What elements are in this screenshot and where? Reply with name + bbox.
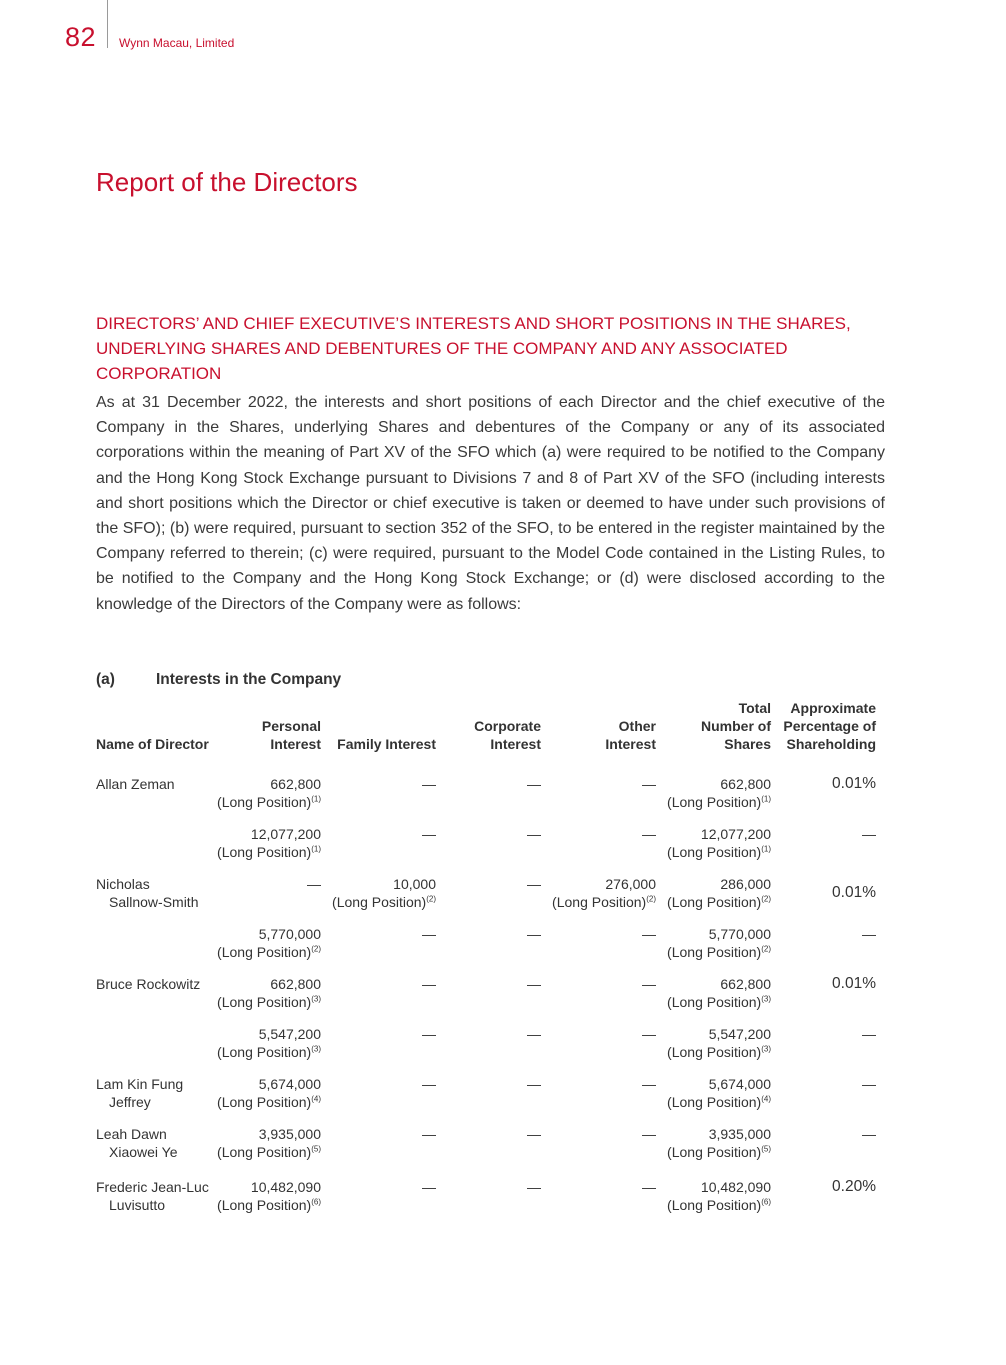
director-name-line2: Sallnow-Smith (109, 894, 199, 910)
personal-interest-position: (Long Position)$^{(5)}$ (217, 1144, 321, 1160)
subsection-title: Interests in the Company (156, 671, 342, 688)
total-shares (667, 1125, 771, 1161)
family-interest (422, 1025, 436, 1043)
other-interest (642, 1178, 656, 1196)
subsection-heading (96, 671, 341, 689)
page-number: 82 (65, 22, 97, 52)
corporate-interest (527, 875, 541, 893)
shareholding-percentage: 0.01% (832, 975, 876, 992)
other-interest-value: — (642, 1076, 656, 1092)
personal-interest-value: 12,077,200 (250, 826, 321, 842)
corporate-interest (527, 1178, 541, 1196)
personal-interest (217, 1178, 321, 1214)
total-shares-note: (3) (761, 1044, 771, 1054)
other-interest-value: — (642, 776, 656, 792)
total-shares-position: (Long Position)$^{(1)}$ (667, 844, 771, 860)
personal-interest-position: (Long Position)$^{(1)}$ (217, 794, 321, 810)
other-interest (642, 1125, 656, 1143)
table-row (96, 1125, 878, 1161)
corporate-interest-value: — (527, 1026, 541, 1042)
personal-interest-note: (3) (311, 994, 321, 1004)
corporate-interest-value: — (527, 926, 541, 942)
interests-table (96, 697, 878, 1213)
personal-interest (217, 975, 321, 1011)
total-shares-position: (Long Position)$^{(2)}$ (667, 894, 771, 910)
corporate-interest (527, 775, 541, 793)
other-interest-value: — (642, 826, 656, 842)
corporate-interest-value: — (527, 1076, 541, 1092)
table-header (96, 697, 878, 753)
header-other: Other Interest (605, 718, 656, 752)
personal-interest-position: (Long Position)$^{(2)}$ (217, 944, 321, 960)
total-shares-value: 5,547,200 (708, 1026, 771, 1042)
family-interest (332, 875, 436, 911)
director-name (96, 775, 175, 793)
personal-interest-position: (Long Position)$^{(3)}$ (217, 1044, 321, 1060)
total-shares (667, 775, 771, 811)
personal-interest-position: (Long Position)$^{(1)}$ (217, 844, 321, 860)
header-family: Family Interest (337, 736, 436, 752)
total-shares-note: (3) (761, 994, 771, 1004)
director-name-line1: Frederic Jean-Luc (96, 1179, 209, 1195)
header-name: Name of Director (96, 736, 209, 752)
shareholding-percentage: — (862, 1126, 876, 1142)
total-shares-position: (Long Position)$^{(6)}$ (667, 1197, 771, 1213)
director-name-line1: Lam Kin Fung (96, 1076, 184, 1092)
director-name (96, 1178, 209, 1214)
header-percentage: Approximate Percentage of Shareholding (783, 700, 876, 752)
table-row (96, 1025, 878, 1061)
family-interest (422, 1178, 436, 1196)
total-shares-value: 5,674,000 (708, 1076, 771, 1092)
personal-interest-value: 10,482,090 (250, 1179, 321, 1195)
shareholding-percentage: 0.01% (832, 884, 876, 901)
total-shares-value: 5,770,000 (708, 926, 771, 942)
section-heading: DIRECTORS’ AND CHIEF EXECUTIVE’S INTERESTS AND SHORT POSITIONS IN THE SHARES, UNDERLYING SHARES AND DEBENTURES OF THE COMPANY AND ANY ASSOCIATED CORPORATION (96, 314, 851, 383)
other-interest-value: — (642, 1179, 656, 1195)
total-shares (667, 1025, 771, 1061)
total-shares-note: (4) (761, 1094, 771, 1104)
other-interest-value: 276,000 (605, 876, 656, 892)
corporate-interest-value: — (527, 826, 541, 842)
total-shares (667, 875, 771, 911)
total-shares-position: (Long Position)$^{(2)}$ (667, 944, 771, 960)
total-shares-note: (6) (761, 1197, 771, 1207)
family-interest (422, 775, 436, 793)
corporate-interest-value: — (527, 1126, 541, 1142)
total-shares-value: 662,800 (720, 976, 771, 992)
personal-interest (217, 775, 321, 811)
header-divider (107, 0, 108, 48)
corporate-interest (527, 1075, 541, 1093)
other-interest (642, 925, 656, 943)
table-row (96, 875, 878, 911)
total-shares-value: 286,000 (720, 876, 771, 892)
total-shares-position: (Long Position)$^{(3)}$ (667, 994, 771, 1010)
table-row (96, 1178, 878, 1214)
director-name (96, 875, 198, 911)
total-shares (667, 1075, 771, 1111)
total-shares-note: (1) (761, 844, 771, 854)
personal-interest-note: (1) (311, 844, 321, 854)
family-interest (422, 825, 436, 843)
personal-interest-note: (6) (311, 1197, 321, 1207)
corporate-interest (527, 925, 541, 943)
family-interest-value: — (422, 926, 436, 942)
personal-interest-value: 662,800 (270, 976, 321, 992)
table-row (96, 925, 878, 961)
personal-interest (217, 925, 321, 961)
other-interest (642, 825, 656, 843)
shareholding-percentage: 0.01% (832, 775, 876, 792)
total-shares (667, 825, 771, 861)
table-row (96, 775, 878, 811)
total-shares-value: 12,077,200 (700, 826, 771, 842)
personal-interest-value: 662,800 (270, 776, 321, 792)
other-interest-position: (Long Position)$^{(2)}$ (552, 894, 656, 910)
shareholding-percentage: — (862, 1076, 876, 1092)
director-name (96, 975, 200, 993)
table-row (96, 825, 878, 861)
director-name-line1: Nicholas (96, 876, 150, 892)
corporate-interest (527, 825, 541, 843)
director-name-line2: Xiaowei Ye (109, 1144, 178, 1160)
total-shares (667, 975, 771, 1011)
family-interest (422, 1075, 436, 1093)
personal-interest-value: 3,935,000 (258, 1126, 321, 1142)
personal-interest (217, 825, 321, 861)
corporate-interest (527, 1125, 541, 1143)
family-interest-value: — (422, 826, 436, 842)
total-shares-value: 3,935,000 (708, 1126, 771, 1142)
total-shares (667, 925, 771, 961)
corporate-interest-value: — (527, 976, 541, 992)
total-shares-position: (Long Position)$^{(1)}$ (667, 794, 771, 810)
family-interest-value: — (422, 1126, 436, 1142)
other-interest-value: — (642, 926, 656, 942)
corporate-interest-value: — (527, 1179, 541, 1195)
family-interest-position: (Long Position)$^{(2)}$ (332, 894, 436, 910)
table-row (96, 1075, 878, 1111)
personal-interest-note: (5) (311, 1144, 321, 1154)
personal-interest-position: (Long Position)$^{(3)}$ (217, 994, 321, 1010)
personal-interest (217, 1025, 321, 1061)
director-name (96, 1075, 183, 1111)
total-shares-note: (1) (761, 794, 771, 804)
personal-interest-position: (Long Position)$^{(6)}$ (217, 1197, 321, 1213)
corporate-interest-value: — (527, 876, 541, 892)
personal-interest-position: (Long Position)$^{(4)}$ (217, 1094, 321, 1110)
family-interest-value: — (422, 1076, 436, 1092)
director-name-line1: Leah Dawn (96, 1126, 167, 1142)
total-shares-value: 10,482,090 (700, 1179, 771, 1195)
table-row (96, 975, 878, 1011)
total-shares-value: 662,800 (720, 776, 771, 792)
director-name-line2: Jeffrey (109, 1094, 151, 1110)
corporate-interest-value: — (527, 776, 541, 792)
shareholding-percentage: — (862, 826, 876, 842)
personal-interest (217, 1125, 321, 1161)
personal-interest-note: (1) (311, 794, 321, 804)
personal-interest-value: 5,547,200 (258, 1026, 321, 1042)
family-interest-value: — (422, 776, 436, 792)
corporate-interest (527, 975, 541, 993)
other-interest (642, 975, 656, 993)
header-personal: Personal Interest (261, 718, 321, 752)
total-shares-note: (2) (761, 894, 771, 904)
total-shares-position: (Long Position)$^{(4)}$ (667, 1094, 771, 1110)
family-interest (422, 1125, 436, 1143)
director-name-line1: Allan Zeman (96, 776, 175, 792)
family-interest-value: — (422, 1026, 436, 1042)
other-interest-value: — (642, 976, 656, 992)
personal-interest (217, 1075, 321, 1111)
header-corporate: Corporate Interest (474, 718, 541, 752)
company-name: Wynn Macau, Limited (119, 36, 235, 50)
shareholding-percentage: 0.20% (832, 1178, 876, 1195)
shareholding-percentage: — (862, 926, 876, 942)
other-interest (642, 1025, 656, 1043)
personal-interest-value: — (307, 876, 321, 892)
other-interest (642, 775, 656, 793)
total-shares-note: (2) (761, 944, 771, 954)
personal-interest (307, 875, 321, 893)
subsection-label: (a) (96, 671, 115, 688)
family-interest-value: — (422, 1179, 436, 1195)
director-name-line1: Bruce Rockowitz (96, 976, 201, 992)
family-interest (422, 925, 436, 943)
director-name-line2: Luvisutto (109, 1197, 166, 1213)
header-total: Total Number of Shares (701, 700, 771, 752)
family-interest-value: 10,000 (393, 876, 436, 892)
corporate-interest (527, 1025, 541, 1043)
personal-interest-note: (3) (311, 1044, 321, 1054)
personal-interest-note: (2) (311, 944, 321, 954)
director-name (96, 1125, 178, 1161)
report-title: Report of the Directors (96, 167, 358, 197)
family-interest-note: (2) (426, 894, 436, 904)
total-shares-note: (5) (761, 1144, 771, 1154)
total-shares-position: (Long Position)$^{(5)}$ (667, 1144, 771, 1160)
other-interest (642, 1075, 656, 1093)
total-shares (667, 1178, 771, 1214)
family-interest (422, 975, 436, 993)
other-interest (552, 875, 656, 911)
personal-interest-value: 5,770,000 (258, 926, 321, 942)
personal-interest-value: 5,674,000 (258, 1076, 321, 1092)
section-body: As at 31 December 2022, the interests and short positions of each Director and the chief executive of the Company in the Shares, underlying Shares and debentures of the Company or any of its associated corporations within the meaning of Part XV of the SFO which (a) were required to be notified to the Company and the Hong Kong Stock Exchange pursuant to Divisions 7 and 8 of Part XV of the SFO (including interests and short positions which the Director or chief executive is taken or deemed to have under such provisions of the SFO); (b) were required, pursuant to section 352 of the SFO, to be entered in the register maintained by the Company referred to therein; (c) were required, pursuant to the Model Code contained in the Listing Rules, to be notified to the Company and the Hong Kong Stock Exchange; or (d) were disclosed according to the knowledge of the Directors of the Company were as follows: (96, 394, 885, 613)
other-interest-value: — (642, 1126, 656, 1142)
family-interest-value: — (422, 976, 436, 992)
other-interest-value: — (642, 1026, 656, 1042)
shareholding-percentage: — (862, 1026, 876, 1042)
other-interest-note: (2) (646, 894, 656, 904)
total-shares-position: (Long Position)$^{(3)}$ (667, 1044, 771, 1060)
personal-interest-note: (4) (311, 1094, 321, 1104)
